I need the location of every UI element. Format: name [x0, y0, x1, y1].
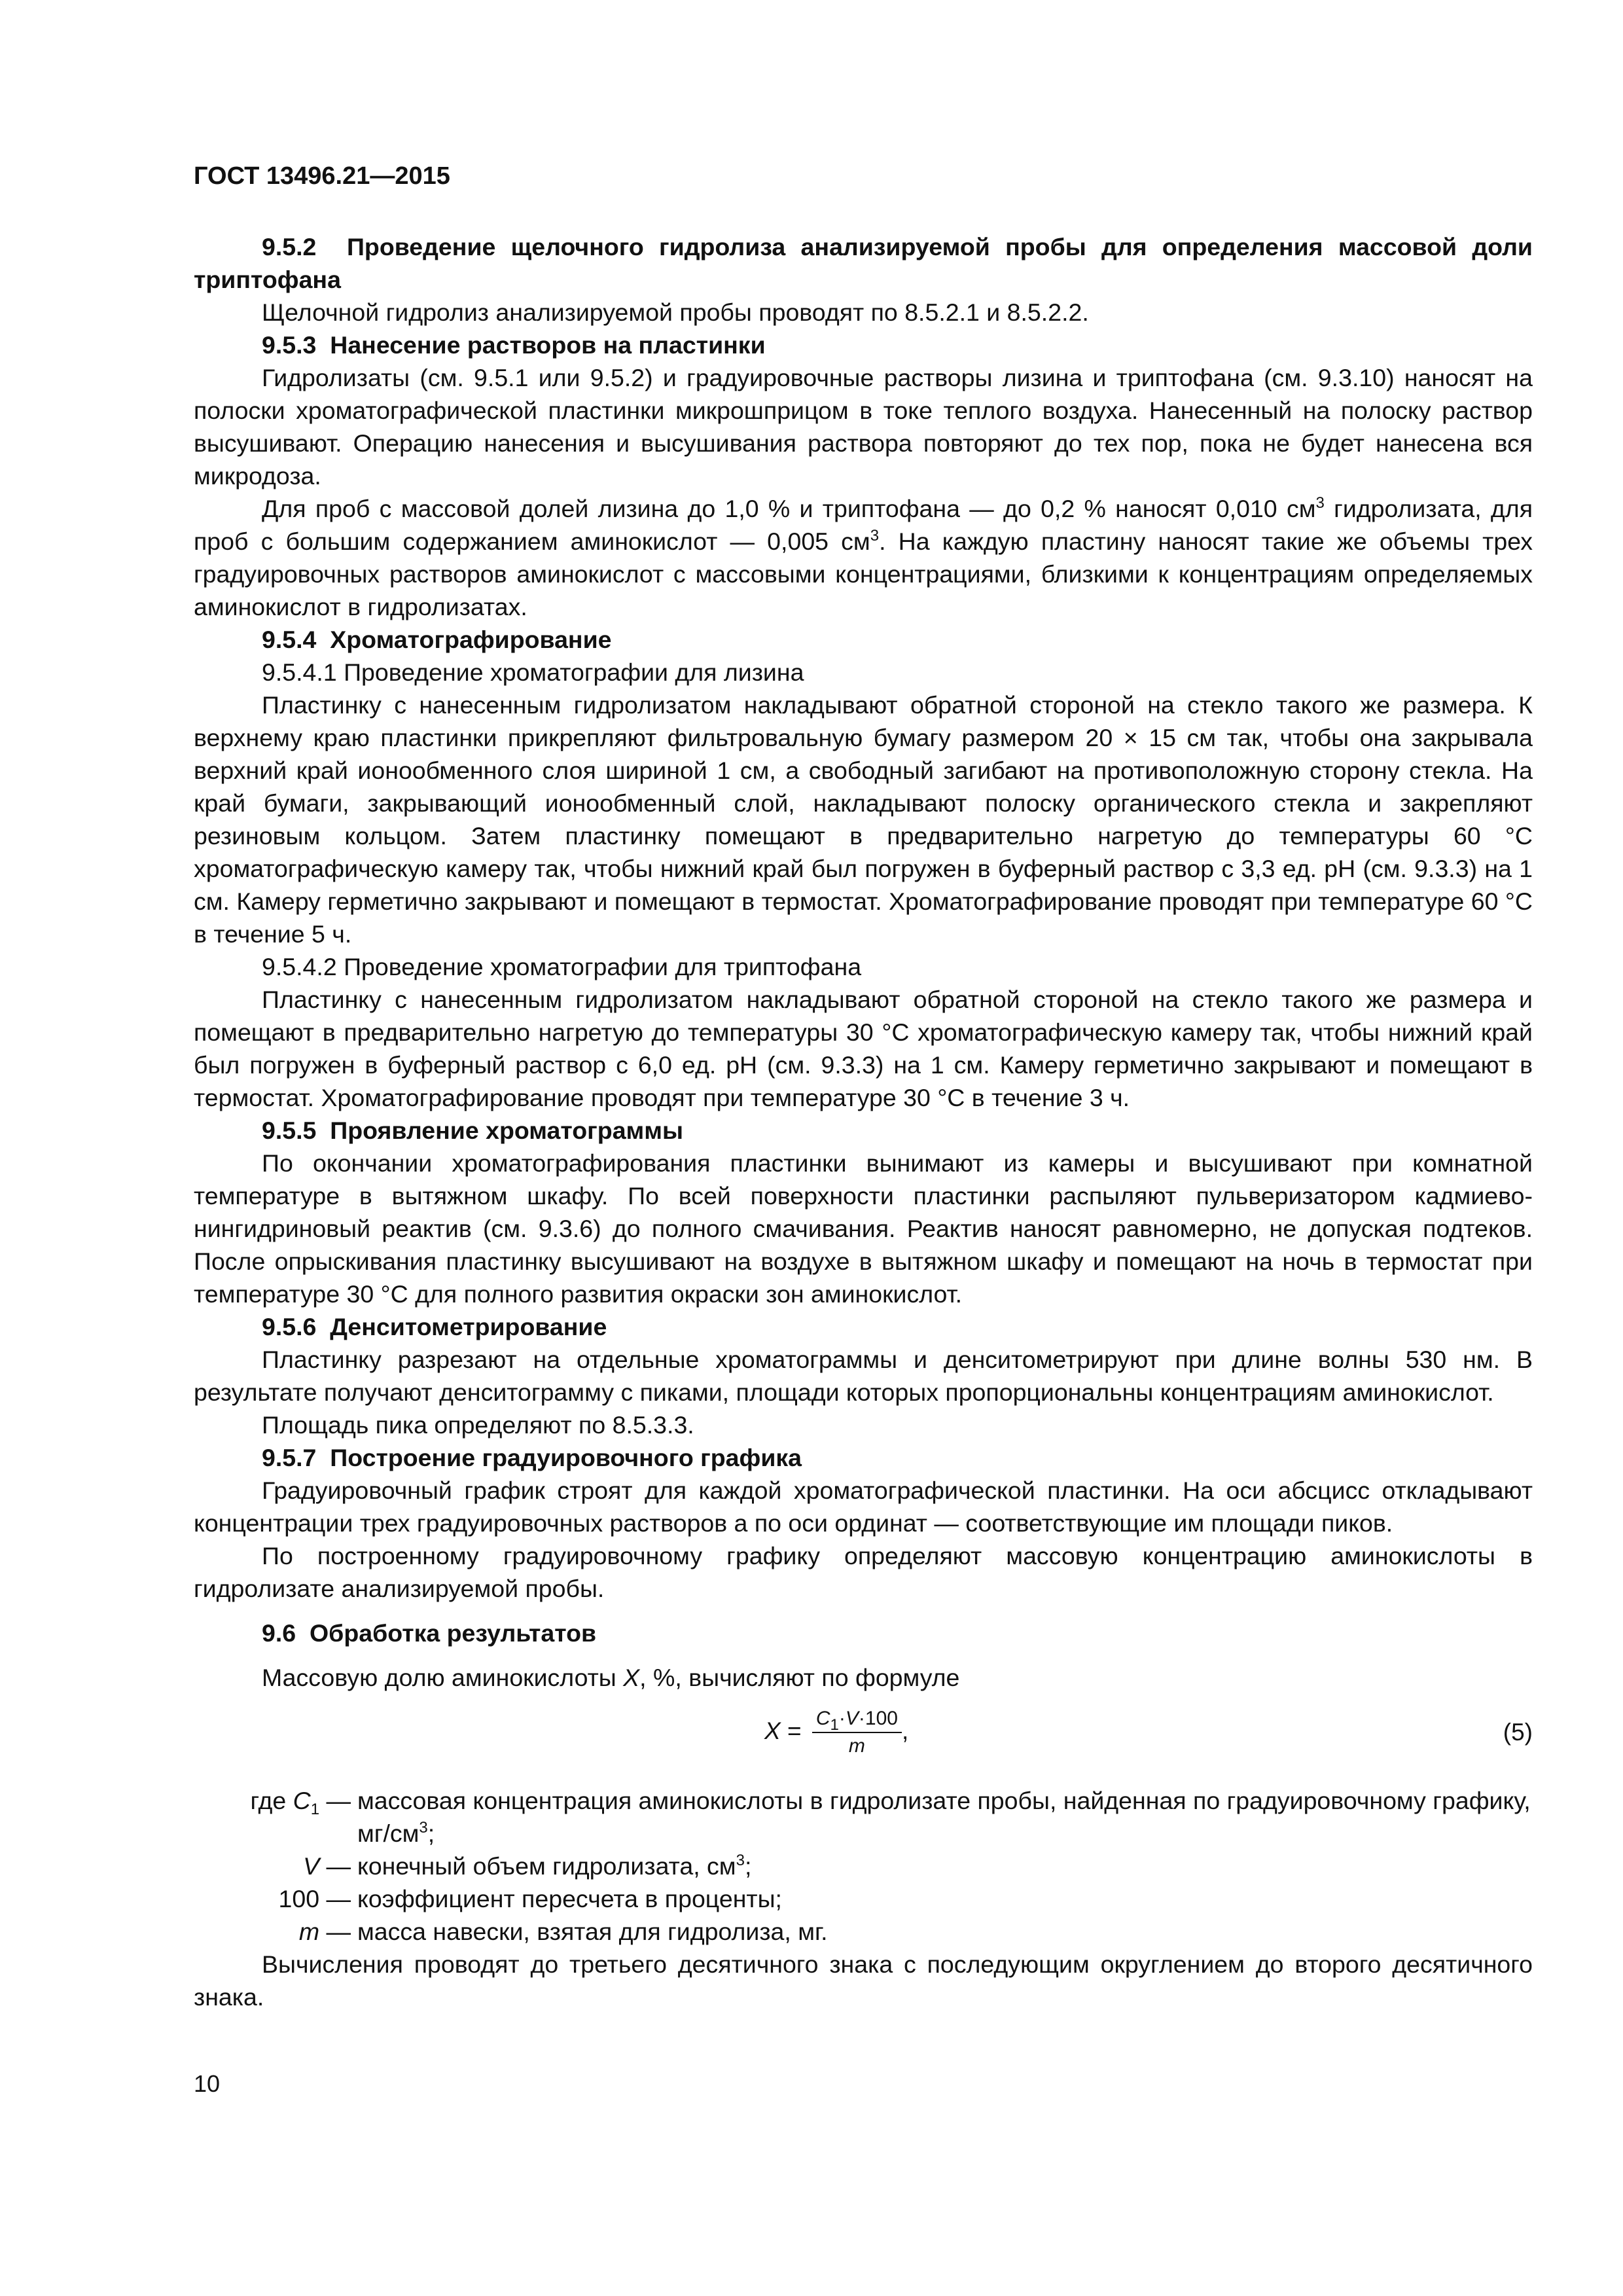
legend-row-c1: где $C_1$ — массовая концентрация аминокислоты в гидролизате пробы, найденная по градуировочному графику, $мг/см^3$; [250, 1787, 1531, 1847]
formula-intro: Массовую долю аминокислоты X, %, вычисляют по формуле [262, 1664, 960, 1691]
section-heading-9-5-2: 9.5.2 Проведение щелочного гидролиза анализируемой пробы для определения массовой доли триптофана [194, 233, 1533, 293]
paragraph: Щелочной гидролиз анализируемой пробы проводят по 8.5.2.1 и 8.5.2.2. [262, 298, 1089, 326]
formula-numerator: $C_1\cdot V\cdot 100$ [812, 1706, 902, 1733]
paragraph: Пластинку разрезают на отдельные хроматограммы и денситометрируют при длине волны 530 нм. В результате получают денситограмму с пиками, площади которых пропорциональны концентрациям аминокислот. [194, 1346, 1533, 1406]
paragraph: Пластинку с нанесенным гидролизатом накладывают обратной стороной на стекло такого же размера и помещают в предварительно нагретую до температуры 30 °С хроматографическую камеру так, чтобы нижний край был погружен в буферный раствор с 6,0 ед. рН (см. 9.3.3) на 1 см. Камеру герметично закрывают и помещают в термостат. Хроматографирование проводят при температуре 30 °С в течение 3 ч. [194, 986, 1533, 1111]
formula-fraction [812, 1706, 902, 1759]
paragraph: По окончании хроматографирования пластинки вынимают из камеры и высушивают при комнатной температуре в вытяжном шкафу. По всей поверхности пластинки распыляют пульверизатором кадмиево-нингидриновый реактив (см. 9.3.6) до полного смачивания. Реактив наносят равномерно, не допуская подтеков. После опрыскивания пластинку высушивают на воздухе в вытяжном шкафу и помещают на ночь в термостат при температуре 30 °С для полного развития окраски зон аминокислот. [194, 1149, 1533, 1308]
paragraph: Градуировочный график строят для каждой хроматографической пластинки. На оси абсцисс откладывают концентрации трех градуировочных растворов а по оси ординат — соответствующие им площади пиков. [194, 1477, 1533, 1537]
subsection-heading-9-5-4-1: 9.5.4.1 Проведение хроматографии для лизина [262, 658, 804, 686]
formula-number: (5) [1503, 1719, 1533, 1746]
section-heading-9-5-6: 9.5.6 Денситометрирование [262, 1313, 607, 1340]
paragraph: Вычисления проводят до третьего десятичного знака с последующим округлением до второго десятичного знака. [194, 1950, 1533, 2011]
paragraph: Пластинку с нанесенным гидролизатом накладывают обратной стороной на стекло такого же размера. К верхнему краю пластинки прикрепляют фильтровальную бумагу размером 20 × 15 см так, чтобы она закрывала верхний край ионообменного слоя шириной 1 см, а свободный загибают на противоположную сторону стекла. На край бумаги, закрывающий ионообменный слой, накладывают полоску органического стекла и закрепляют резиновым кольцом. Затем пластинку помещают в предварительно нагретую до температуры 60 °С хроматографическую камеру так, чтобы нижний край был погружен в буферный раствор с 3,3 ед. рН (см. 9.3.3) на 1 см. Камеру герметично закрывают и помещают в термостат. Хроматографирование проводят при температуре 60 °С в течение 5 ч. [194, 691, 1533, 948]
formula-legend [194, 1784, 1533, 1948]
legend-row-m: m — масса навески, взятая для гидролиза, мг. [298, 1918, 828, 1945]
section-heading-9-5-4: 9.5.4 Хроматографирование [262, 626, 612, 653]
legend-row-100: 100 — коэффициент пересчета в проценты; [278, 1885, 782, 1912]
section-heading-9-5-5: 9.5.5 Проявление хроматограммы [262, 1117, 684, 1144]
formula-block [194, 1702, 1533, 1775]
formula-denominator: m [848, 1735, 865, 1757]
legend-row-v: V — конечный объем гидролизата, $см^3$; [303, 1852, 752, 1880]
paragraph: Для проб с массовой долей лизина до 1,0 % и триптофана — до 0,2 % наносят 0,010 $см^3$ гидролизата, для проб с большим содержанием аминокислот — 0,005 $см^3$. На каждую пластину наносят такие же объемы трех градуировочных растворов аминокислот с массовыми концентрациями, близкими к концентрациям определяемых аминокислот в гидролизатах. [194, 494, 1533, 620]
document-code: ГОСТ 13496.21—2015 [194, 162, 450, 190]
paragraph: Гидролизаты (см. 9.5.1 или 9.5.2) и градуировочные растворы лизина и триптофана (см. 9.3.10) наносят на полоски хроматографической пластинки микрошприцом в токе теплого воздуха. Нанесенный на полоску раствор высушивают. Операцию нанесения и высушивания раствора повторяют до тех пор, пока не будет нанесена вся микродоза. [194, 364, 1533, 490]
document-body [194, 230, 1533, 2013]
section-heading-9-5-3: 9.5.3 Нанесение растворов на пластинки [262, 331, 766, 359]
section-heading-9-5-7: 9.5.7 Построение градуировочного графика [262, 1444, 802, 1471]
paragraph: Площадь пика определяют по 8.5.3.3. [262, 1411, 694, 1439]
formula-expression: X = $\frac{C_1\cdot V\cdot 100}{m}$ , [764, 1706, 908, 1759]
page-number: 10 [194, 2070, 221, 2097]
section-heading-9-6: 9.6 Обработка результатов [262, 1619, 597, 1647]
subsection-heading-9-5-4-2: 9.5.4.2 Проведение хроматографии для триптофана [262, 953, 862, 980]
paragraph: По построенному градуировочному графику определяют массовую концентрацию аминокислоты в гидролизате анализируемой пробы. [194, 1542, 1533, 1602]
